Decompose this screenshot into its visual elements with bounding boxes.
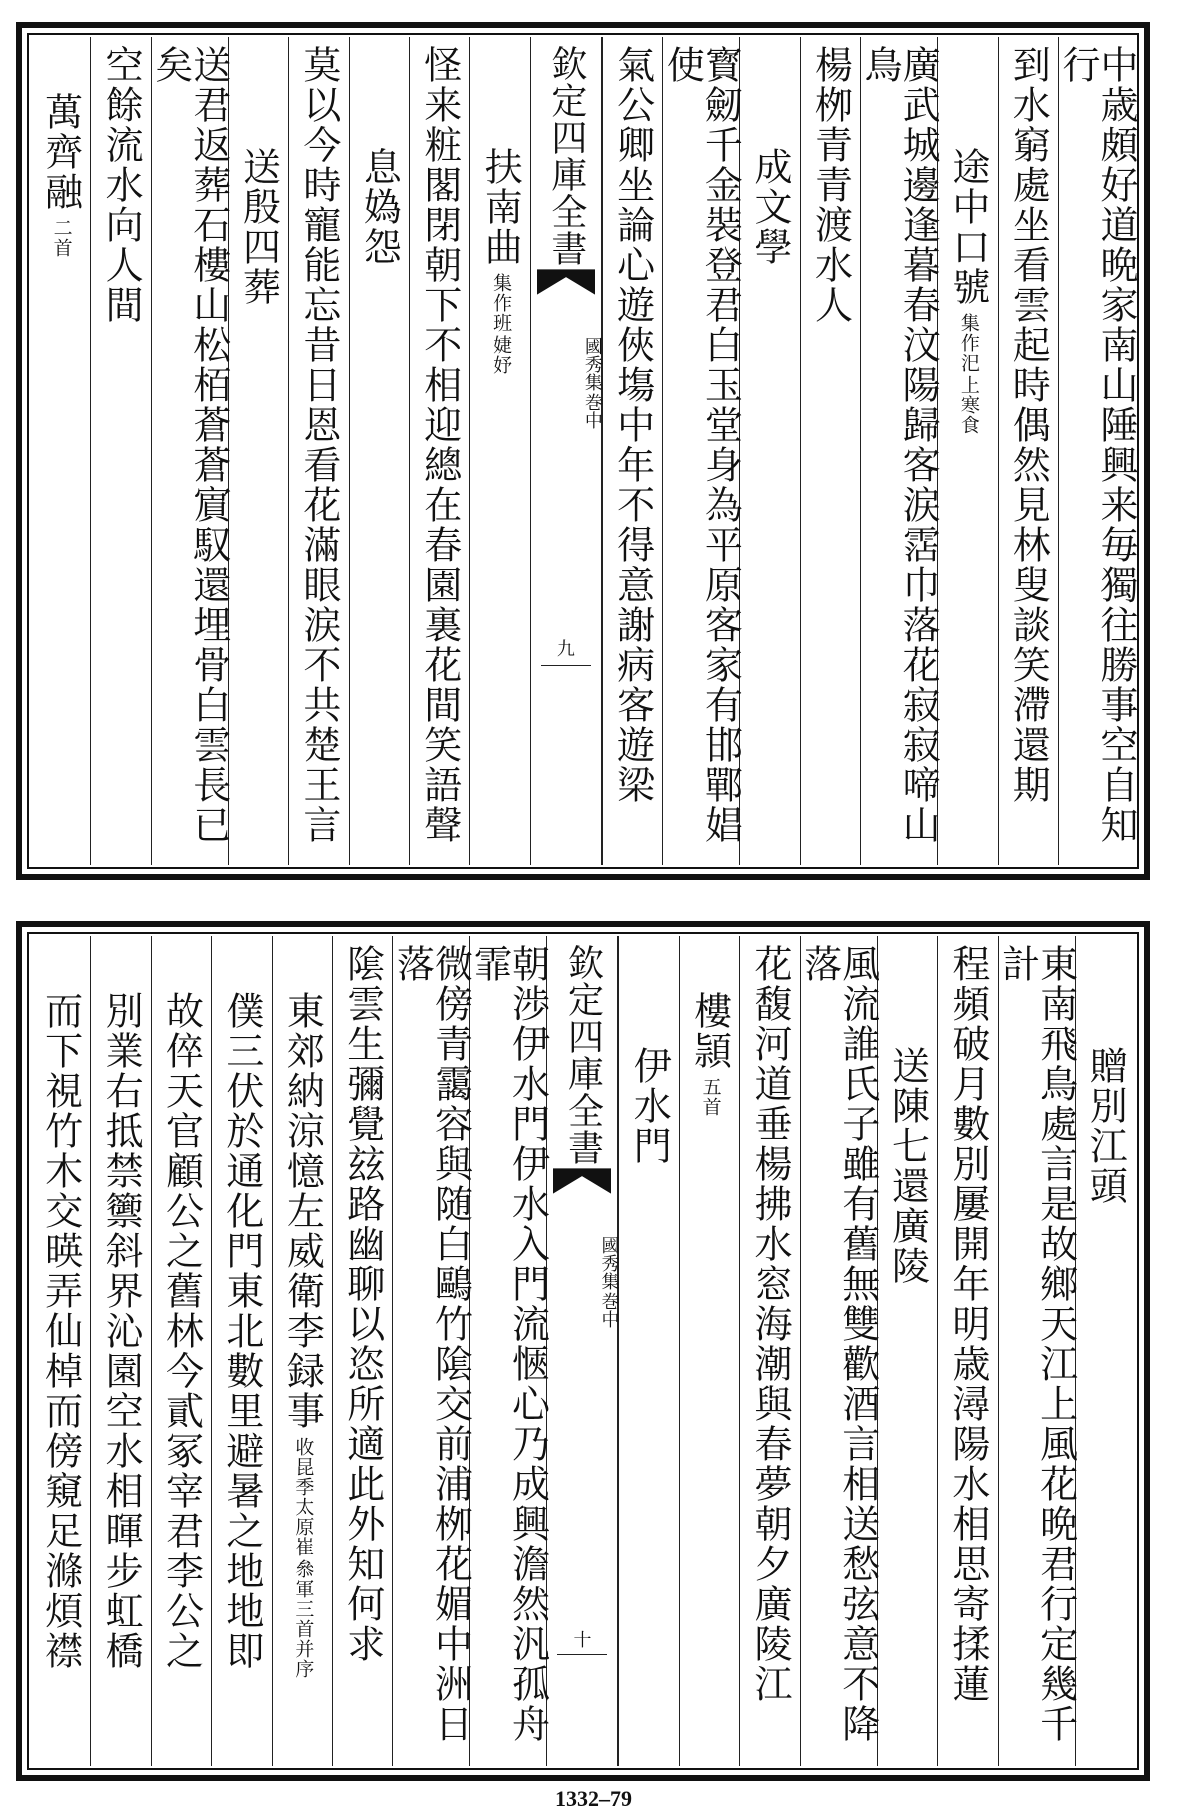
text-column: 隂雲生彌覺玆路幽聊以恣所適此外知何求 bbox=[332, 936, 392, 1766]
center-spine bbox=[530, 37, 602, 865]
poem-title-column: 送陳七還廣陵 bbox=[877, 936, 937, 1766]
text-column: 怪来粧閣閉朝下不相迎總在春園裏花間笑語聲 bbox=[409, 37, 469, 865]
text-column: 朝渉伊水門伊水入門流愜心乃成興澹然汎孤舟霏 bbox=[469, 936, 546, 1766]
spine-book-name: 國秀集 巻中 bbox=[581, 337, 603, 429]
annotation: 集作班 婕妤 bbox=[490, 273, 513, 375]
text-column: 程頻破月數別屢開年明歳潯陽水相思寄揉蓮 bbox=[937, 936, 997, 1766]
text-column: 微傍青靄容與随白鷗竹隂交前浦栁花媚中洲日落 bbox=[392, 936, 469, 1766]
text-column: 空餘流水向人間 bbox=[90, 37, 150, 865]
poem-title-column: 扶南曲 集作班 婕妤 bbox=[469, 37, 529, 865]
text-column: 風流誰氏子雖有舊無雙歡酒言相送愁弦意不降落 bbox=[800, 936, 877, 1766]
author-column: 萬齊融 二首 bbox=[38, 92, 83, 258]
spine-title: 欽定四庫全書 bbox=[562, 944, 604, 1166]
text-column: 莫以今時寵能忘昔日恩看花滿眼涙不共楚王言 bbox=[288, 37, 348, 865]
text-column: 楊栁青青渡水人 bbox=[800, 37, 860, 865]
page-top bbox=[16, 22, 1150, 880]
poem-title-column: 送殷四葬 bbox=[228, 37, 288, 865]
text-column: 廣武城邊逢暮春汶陽歸客涙霑巾落花寂寂啼山鳥 bbox=[860, 37, 937, 865]
annotation: 二首 bbox=[50, 218, 73, 258]
annotation: 五首 bbox=[699, 1077, 722, 1117]
fish-tail-icon bbox=[537, 269, 595, 295]
preface-column: 僕三伏於通化門東北數里避暑之地地即 bbox=[211, 936, 271, 1766]
annotation: 收昆季太原崔 叅軍三首并序 bbox=[292, 1437, 315, 1679]
columns-bottom bbox=[31, 936, 1135, 1766]
spine-page-number: 九 bbox=[556, 639, 575, 660]
spine-title: 欽定四庫全書 bbox=[545, 45, 587, 267]
poem-title-column: 息媯怨 bbox=[349, 37, 409, 865]
page-bottom bbox=[16, 921, 1150, 1781]
page-number: 1332–79 bbox=[555, 1786, 632, 1811]
columns-top bbox=[31, 37, 1138, 865]
preface-column: 別業右抵禁籞斜界沁園空水相暉步虹橋 bbox=[90, 936, 150, 1766]
poem-title-column: 東郊納涼憶左威衛李録事 收昆季太原崔 叅軍三首并序 bbox=[272, 936, 332, 1766]
text-column: 氣公卿坐論心遊俠塲中年不得意謝病客遊梁 bbox=[602, 37, 662, 865]
center-spine bbox=[546, 936, 618, 1766]
text-column: 送君返葬石樓山松栢蒼蒼賔馭還埋骨白雲長已矣 bbox=[151, 37, 228, 865]
spine-rule bbox=[557, 1654, 607, 1655]
fish-tail-icon bbox=[553, 1168, 611, 1194]
poem-title-column: 伊水門 bbox=[618, 936, 678, 1766]
poem-title-column: 贈別江頭 bbox=[1075, 936, 1135, 1766]
annotation: 集作汜 上寒食 bbox=[957, 313, 980, 435]
author-column: 樓頴 五首 bbox=[679, 936, 739, 1766]
text-column: 寳劒千金裝登君白玉堂身為平原客家有邯鄲娼使 bbox=[662, 37, 739, 865]
spine-rule bbox=[541, 665, 591, 666]
text-column: 東南飛鳥處言是故鄉天江上風花晩君行定幾千計 bbox=[998, 936, 1075, 1766]
spine-book-name: 國秀集 巻中 bbox=[598, 1236, 620, 1328]
poem-title-column: 途中口號 集作汜 上寒食 bbox=[937, 37, 997, 865]
text-column: 到水窮處坐看雲起時偶然見林叟談笑滯還期 bbox=[998, 37, 1058, 865]
preface-column: 故倅天官顧公之舊林今貳冢宰君李公之 bbox=[151, 936, 211, 1766]
text-column: 中歳頗好道晩家南山陲興来毎獨往勝事空自知行 bbox=[1058, 37, 1135, 865]
preface-column: 而下視竹木交暎弄仙棹而傍窺足滌煩襟 bbox=[38, 991, 83, 1671]
text-column: 花馥河道垂楊拂水窓海潮與春夢朝夕廣陵江 bbox=[739, 936, 799, 1766]
spine-page-number: 十 bbox=[573, 1630, 592, 1651]
poem-title-column: 成文學 bbox=[739, 37, 799, 865]
